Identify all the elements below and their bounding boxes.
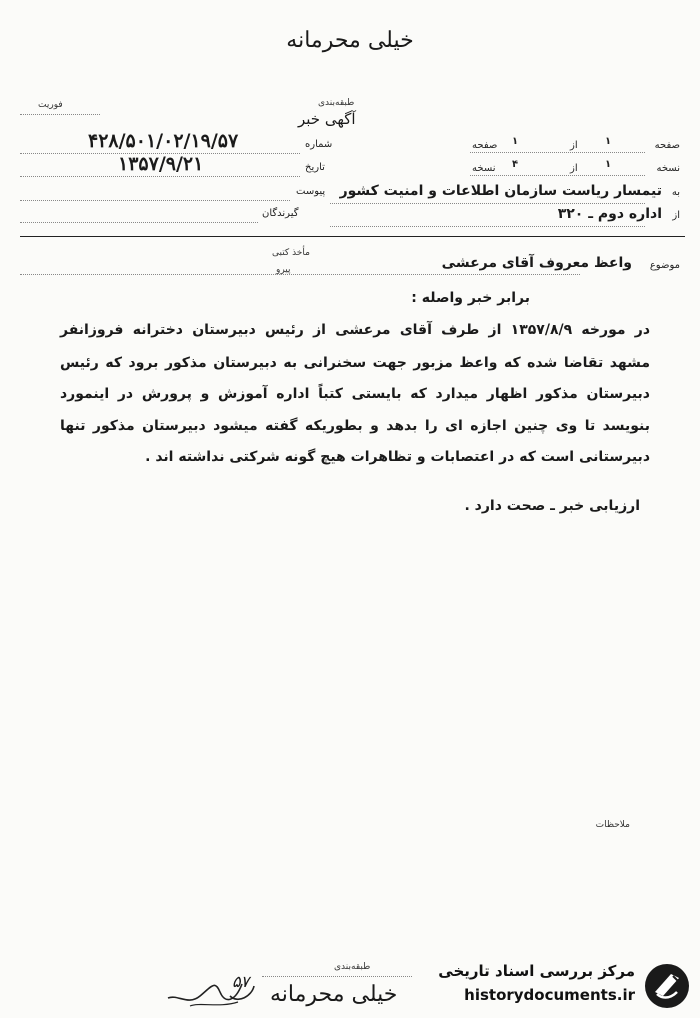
date-label: تاریخ	[305, 162, 325, 173]
subject-value: واعظ معروف آقای مرعشی	[441, 255, 632, 271]
body-line: دبیرستان مذکور اظهار میدارد که بایستی کتباً اداره آموزش و پرورش در اینمورد	[60, 386, 650, 402]
body-line-last: دبیرستانی است که در اعتصابات و تظاهرات هیچ گونه شرکتی نداشته اند .	[145, 449, 650, 465]
watermark-logo	[405, 958, 695, 1014]
date-value: ۱۳۵۷/۹/۲۱	[118, 153, 204, 175]
classification-bottom: خیلی محرمانه	[270, 982, 398, 1007]
copy-of-label: نسخه	[472, 163, 496, 174]
priority-label: فوریت	[38, 100, 63, 110]
evaluation: ارزیابی خبر ـ صحت دارد .	[464, 498, 640, 514]
copy-from-label: از	[570, 163, 578, 174]
source-label: مأخذ کتبی	[272, 248, 310, 258]
scroll-logo-icon	[643, 962, 691, 1010]
source-sub: پیرو	[276, 265, 291, 275]
header-divider	[20, 236, 685, 237]
page-from-label: از	[570, 140, 578, 151]
recipients-label: گیرندگان	[262, 208, 299, 219]
from-org-label: از	[672, 210, 680, 221]
signature-text: ۵۷	[232, 972, 250, 991]
subject-label: موضوع	[649, 260, 680, 271]
copy-label: نسخه	[656, 163, 680, 174]
copy-total: ۴	[512, 159, 519, 170]
copy-value: ۱	[605, 159, 612, 170]
page-of-label: صفحه	[472, 140, 498, 151]
number-label: شماره	[305, 139, 333, 150]
body-salutation: برابر خبر واصله :	[411, 290, 530, 306]
remarks-label: ملاحظات	[595, 820, 630, 830]
body-line: در مورخه ۱۳۵۷/۸/۹ از طرف آقای مرعشی از رئیس دبیرستان دخترانه فروزانفر	[60, 322, 651, 338]
attachment-label: پیوست	[296, 186, 326, 197]
body-line: بنویسد تا وی چنین اجازه ای را بدهد و بطوریکه گفته میشود دبیرستان مذکور تنها	[60, 418, 650, 434]
watermark-title: مرکز بررسی اسناد تاریخی	[438, 962, 635, 980]
page-value: ۱	[605, 136, 612, 147]
classification-top: خیلی محرمانه	[286, 28, 414, 53]
number-value: ۴۲۸/۵۰۱/۰۲/۱۹/۵۷	[88, 130, 239, 152]
category-value: آگهی خبر	[298, 110, 356, 128]
to-label: به	[671, 187, 680, 198]
bottom-classification-label: طبقه‌بندی	[334, 962, 371, 972]
body-line: مشهد تقاضا شده که واعظ مزبور جهت سخنرانی به دبیرستان مذکور برود که رئیس	[60, 355, 650, 371]
watermark-url: historydocuments.ir	[464, 986, 635, 1004]
classification-label: طبقه‌بندی	[318, 98, 355, 108]
page-total: ۱	[512, 136, 519, 147]
from-org-value: اداره دوم ـ ۳۲۰	[557, 206, 662, 222]
to-value: تیمسار ریاست سازمان اطلاعات و امنیت کشور	[339, 183, 662, 199]
page-label: صفحه	[654, 140, 680, 151]
